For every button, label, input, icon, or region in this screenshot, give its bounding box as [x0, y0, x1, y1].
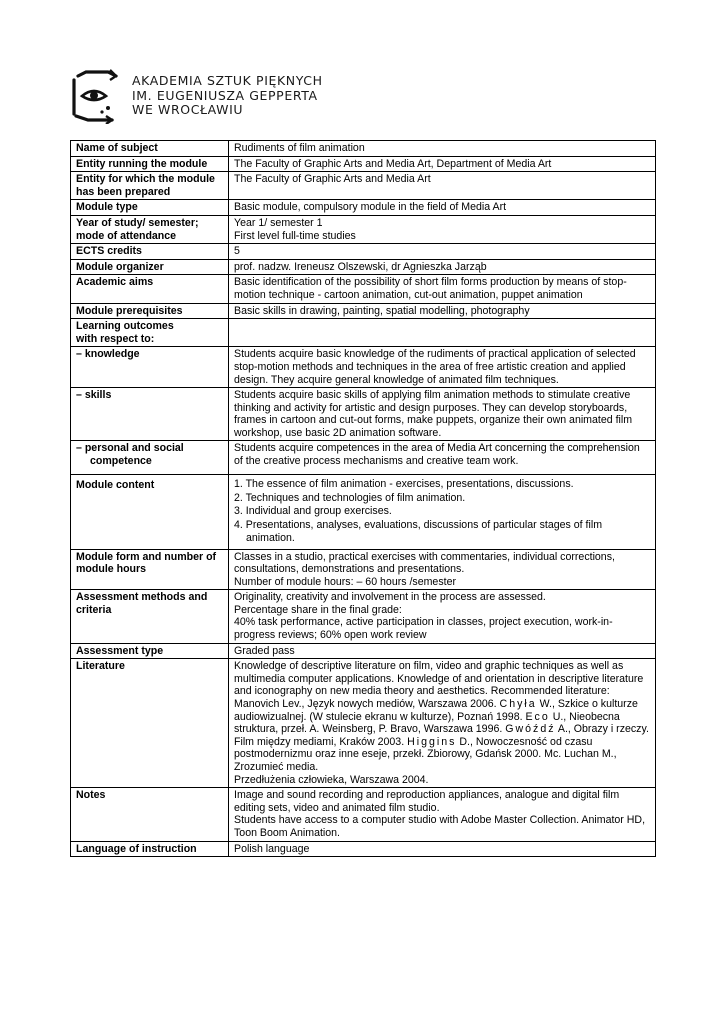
row-skills — [71, 388, 656, 441]
value-assessment-type: Graded pass — [229, 643, 656, 659]
literature-author-4: Higgins — [407, 735, 457, 748]
literature-last-line: Przedłużenia człowieka, Warszawa 2004. — [234, 773, 429, 786]
content-list — [234, 478, 650, 545]
value-year — [229, 215, 656, 243]
row-aims — [71, 275, 656, 303]
literature-text-3: U., Nieobecna struktura, przeł. A. Weinsberg, P. Bravo, Warszawa 1996. — [234, 710, 620, 736]
institution-line-2: IM. EUGENIUSZA GEPPERTA — [132, 87, 318, 103]
key-entity-prepared: Entity for which the module has been prepared — [71, 172, 229, 200]
value-notes — [229, 788, 656, 841]
key-year-line-2: mode of attendance — [76, 229, 177, 242]
institution-line-3: WE WROCŁAWIU — [132, 102, 244, 118]
module-info-table — [70, 140, 656, 857]
value-form-line-1: Classes in a studio, practical exercises with commentaries, individual corrections, consultations, demonstrations and presentations. — [234, 550, 615, 576]
row-language — [71, 841, 656, 857]
key-aims: Academic aims — [71, 275, 229, 303]
row-entity-running — [71, 156, 656, 172]
value-form — [229, 549, 656, 590]
key-content: Module content — [71, 475, 229, 549]
value-subject: Rudiments of film animation — [229, 141, 656, 157]
list-item: 3. Individual and group exercises. — [234, 505, 392, 518]
row-notes — [71, 788, 656, 841]
value-content — [229, 475, 656, 549]
literature-references — [234, 698, 650, 774]
value-skills: Students acquire basic skills of applying film animation methods to stimulate creative thinking and activity for artistic and design purposes. They can develop storyboards, frames in cartoon and cut-out forms, make puppets, organize their own animated film workshop, use basic 2D animation software. — [229, 388, 656, 441]
row-module-type — [71, 200, 656, 216]
value-assessment-methods — [229, 590, 656, 643]
key-skills: – skills — [71, 388, 229, 441]
key-year — [71, 215, 229, 243]
row-form — [71, 549, 656, 590]
key-subject: Name of subject — [71, 141, 229, 157]
value-knowledge: Students acquire basic knowledge of the rudiments of practical application of selected stop-motion methods and techniques in the area of free artistic creation and applied design. They acquire general knowledge of animated film techniques. — [229, 347, 656, 388]
key-literature: Literature — [71, 659, 229, 788]
value-competence: Students acquire competences in the area of Media Art concerning the comprehension of the creative process mechanisms and creative team work. — [229, 441, 656, 475]
page-header — [68, 68, 368, 124]
literature-text-5: D., Nowoczesność od czasu postmodernizmu oraz inne eseje, przekł. Zbiorowy, Gdańsk 2000. Mc. Luchan M., Zrozumieć media. — [234, 735, 617, 773]
value-prerequisites: Basic skills in drawing, painting, spatial modelling, photography — [229, 303, 656, 319]
key-competence-line-1: – personal and social — [76, 442, 184, 455]
key-outcomes-line-2: with respect to: — [76, 332, 155, 345]
eye-crest-logo-icon — [68, 68, 120, 124]
key-outcomes-line-1: Learning outcomes — [76, 320, 174, 333]
key-ects: ECTS credits — [71, 244, 229, 260]
row-literature — [71, 659, 656, 788]
key-competence — [71, 441, 229, 475]
key-module-type: Module type — [71, 200, 229, 216]
row-assessment-methods — [71, 590, 656, 643]
institution-line-1: AKADEMIA SZTUK PIĘKNYCH — [132, 73, 323, 88]
row-assessment-type — [71, 643, 656, 659]
key-entity-running: Entity running the module — [71, 156, 229, 172]
institution-name — [132, 74, 323, 118]
value-notes-line-1: Image and sound recording and reproduction appliances, analogue and digital film editing sets, video and animated film studio. — [234, 789, 620, 814]
key-assessment-type: Assessment type — [71, 643, 229, 659]
row-organizer — [71, 259, 656, 275]
key-form: Module form and number of module hours — [71, 549, 229, 590]
key-knowledge: – knowledge — [71, 347, 229, 388]
value-organizer: prof. nadzw. Ireneusz Olszewski, dr Agnieszka Jarząb — [229, 259, 656, 275]
literature-author-2: Eco — [525, 710, 550, 723]
literature-author-3: Gwóźdź — [505, 723, 556, 736]
row-content — [71, 475, 656, 549]
row-ects — [71, 244, 656, 260]
value-module-type: Basic module, compulsory module in the field of Media Art — [229, 200, 656, 216]
key-organizer: Module organizer — [71, 259, 229, 275]
literature-author-1: Chyła — [499, 698, 537, 711]
row-competence — [71, 441, 656, 475]
key-outcomes — [71, 319, 229, 347]
key-prerequisites: Module prerequisites — [71, 303, 229, 319]
value-year-line-2: First level full-time studies — [234, 229, 356, 242]
value-literature — [229, 659, 656, 788]
literature-text-1: Manovich Lev., Język nowych mediów, Warszawa 2006. — [234, 698, 500, 711]
list-item: 1. The essence of film animation - exercises, presentations, discussions. — [234, 478, 574, 491]
value-language: Polish language — [229, 841, 656, 857]
literature-text-2: W., Szkice o kulturze audiowizualnej. (W stulecie ekranu w kulturze), Poznań 1998. — [234, 698, 638, 723]
list-item: 4. Presentations, analyses, evaluations, discussions of particular stages of film animation. — [234, 518, 603, 545]
row-year — [71, 215, 656, 243]
key-assessment-methods: Assessment methods and criteria — [71, 590, 229, 643]
value-entity-running: The Faculty of Graphic Arts and Media Art, Department of Media Art — [229, 156, 656, 172]
value-entity-prepared: The Faculty of Graphic Arts and Media Art — [229, 172, 656, 200]
value-assessment-line-1: Originality, creativity and involvement in the process are assessed. — [234, 591, 546, 604]
value-assessment-line-2: Percentage share in the final grade: — [234, 603, 402, 616]
key-language: Language of instruction — [71, 841, 229, 857]
row-prerequisites — [71, 303, 656, 319]
key-notes: Notes — [71, 788, 229, 841]
key-year-line-1: Year of study/ semester; — [76, 216, 199, 229]
value-aims: Basic identification of the possibility of short film forms production by means of stop-motion technique - cartoon animation, cut-out animation, puppet animation — [229, 275, 656, 303]
value-assessment-line-3: 40% task performance, active participation in classes, project execution, work-in-progress reviews; 60% open work review — [234, 616, 613, 642]
row-entity-prepared — [71, 172, 656, 200]
row-knowledge — [71, 347, 656, 388]
key-competence-line-2: competence — [90, 455, 152, 468]
value-outcomes — [229, 319, 656, 347]
row-subject — [71, 141, 656, 157]
literature-intro: Knowledge of descriptive literature on film, video and graphic techniques as well as multimedia computer applications. Knowledge of and orientation in descriptive literature and iconography on new media theory and aesthetics. Recommended literature: — [234, 660, 644, 698]
literature-text-4: A., Obrazy i rzeczy. Film między mediami, Kraków 2003. — [234, 723, 649, 748]
row-outcomes — [71, 319, 656, 347]
value-form-line-2: Number of module hours: – 60 hours /semester — [234, 575, 456, 588]
value-notes-line-2: Students have access to a computer studio with Adobe Master Collection. Animator HD, Toon Boom Animation. — [234, 814, 646, 839]
list-item: 2. Techniques and technologies of film animation. — [234, 491, 466, 504]
value-year-line-1: Year 1/ semester 1 — [234, 216, 323, 229]
value-ects: 5 — [229, 244, 656, 260]
